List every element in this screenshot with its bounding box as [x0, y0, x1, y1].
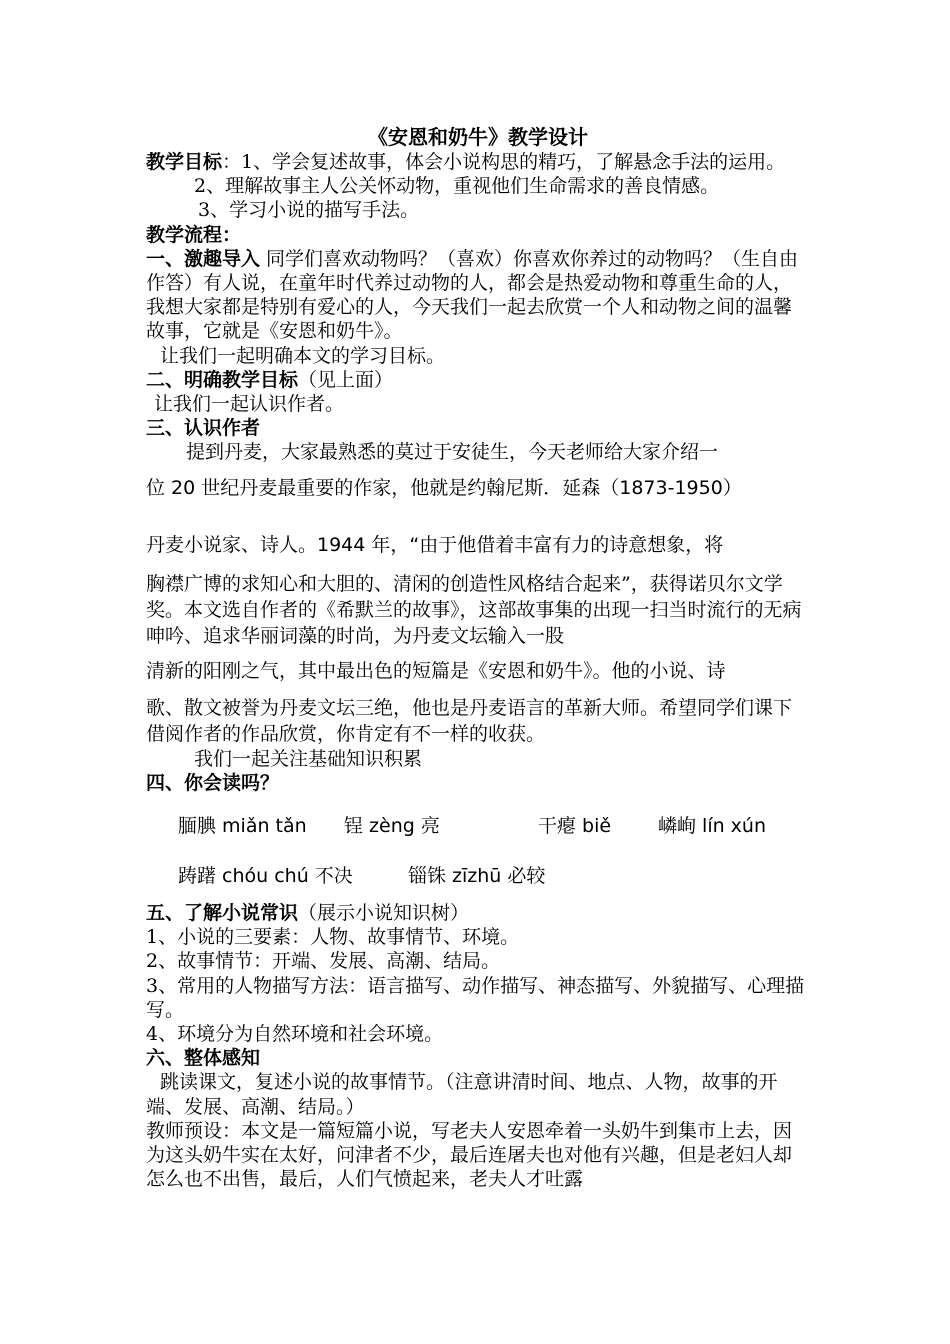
objectives-item2: 2、理解故事主人公关怀动物，重视他们生命需求的善良情感。	[194, 175, 720, 198]
reading-word: 锃 zèng 亮	[344, 815, 440, 838]
document-page	[146, 124, 810, 1191]
section3-heading: 三、认识作者	[146, 417, 261, 440]
section2-heading: 二、明确教学目标	[146, 368, 299, 391]
reading-word: 腼腆 miǎn tǎn	[178, 815, 307, 838]
objectives-label: 教学目标	[146, 151, 223, 173]
section1-heading: 一、激趣导入	[146, 247, 261, 270]
section3-line6: 歌、散文被誉为丹麦文坛三绝，他也是丹麦语言的革新大师。希望同学们课下借阅作者的作品欣赏，你肯定有不一样的收获。	[146, 696, 793, 745]
section5-item: 1、小说的三要素：人物、故事情节、环境。	[146, 926, 520, 949]
section3-line4: 胸襟广博的求知心和大胆的、清闲的创造性风格结合起来”，获得诺贝尔文学奖。本文选自作者的《希默兰的故事》，这部故事集的出现一扫当时流行的无病呻吟、追求华丽词藻的时尚，为丹麦文坛输入一股	[146, 572, 802, 647]
section3-line1: 提到丹麦，大家最熟悉的莫过于安徒生，今天老师给大家介绍一	[186, 441, 719, 464]
objectives-item3: 3、学习小说的描写手法。	[198, 199, 420, 222]
flow-label: 教学流程：	[146, 223, 242, 246]
section6-heading: 六、整体感知	[146, 1047, 261, 1070]
section5-line: 五、了解小说常识（展示小说知识树）	[146, 902, 470, 925]
section5-item: 3、常用的人物描写方法：语言描写、动作描写、神态描写、外貌描写、心理描写。	[146, 974, 805, 1021]
section1-tail: 让我们一起明确本文的学习目标。	[160, 344, 446, 367]
section2-tail: 让我们一起认识作者。	[154, 393, 345, 416]
reading-word: 干瘪 biě	[538, 815, 612, 838]
section1-paragraph: 一、激趣导入 同学们喜欢动物吗？（喜欢）你喜欢你养过的动物吗？（生自由作答）有人说，在童年时代养过动物的人，都会是热爱动物和尊重生命的人，我想大家都是特别有爱心的人，今天我们一起去欣赏一个人和动物之间的温馨故事，它就是《安恩和奶牛》。	[146, 247, 799, 343]
section6-para1: 跳读课文，复述小说的故事情节。（注意讲清时间、地点、人物，故事的开端、发展、高潮、结局。）	[146, 1071, 778, 1118]
section3-line5: 清新的阳刚之气，其中最出色的短篇是《安恩和奶牛》。他的小说、诗	[146, 659, 726, 682]
section2-line: 二、明确教学目标（见上面）	[146, 368, 394, 391]
section5-item: 2、故事情节：开端、发展、高潮、结局。	[146, 950, 501, 973]
objectives-item1: 教学目标：1、学会复述故事，体会小说构思的精巧，了解悬念手法的运用。	[146, 151, 786, 173]
reading-word: 锱铢 zīzhū 必较	[408, 865, 546, 888]
section5-item: 4、环境分为自然环境和社会环境。	[146, 1023, 444, 1046]
section3-tail: 我们一起关注基础知识积累	[194, 747, 423, 770]
reading-row-1	[146, 801, 810, 851]
reading-word: 踌躇 chóu chú 不决	[178, 865, 353, 888]
document-title: 《安恩和奶牛》教学设计	[368, 125, 588, 149]
section3-line3: 丹麦小说家、诗人。1944 年，“由于他借着丰富有力的诗意想象，将	[146, 533, 724, 556]
reading-word: 嶙峋 lín xún	[658, 815, 767, 838]
section5-heading: 五、了解小说常识	[146, 902, 299, 925]
reading-row-2	[146, 851, 810, 901]
section6-para2: 教师预设：本文是一篇短篇小说，写老夫人安恩牵着一头奶牛到集市上去，因为这头奶牛实在太好，问津者不少，最后连屠夫也对他有兴趣，但是老妇人却怎么也不出售，最后，人们气愤起来，老夫人才吐露	[146, 1119, 793, 1191]
section3-line2: 位 20 世纪丹麦最重要的作家，他就是约翰尼斯．延森（1873-1950）	[146, 476, 742, 499]
section4-heading: 四、你会读吗？	[146, 771, 280, 794]
